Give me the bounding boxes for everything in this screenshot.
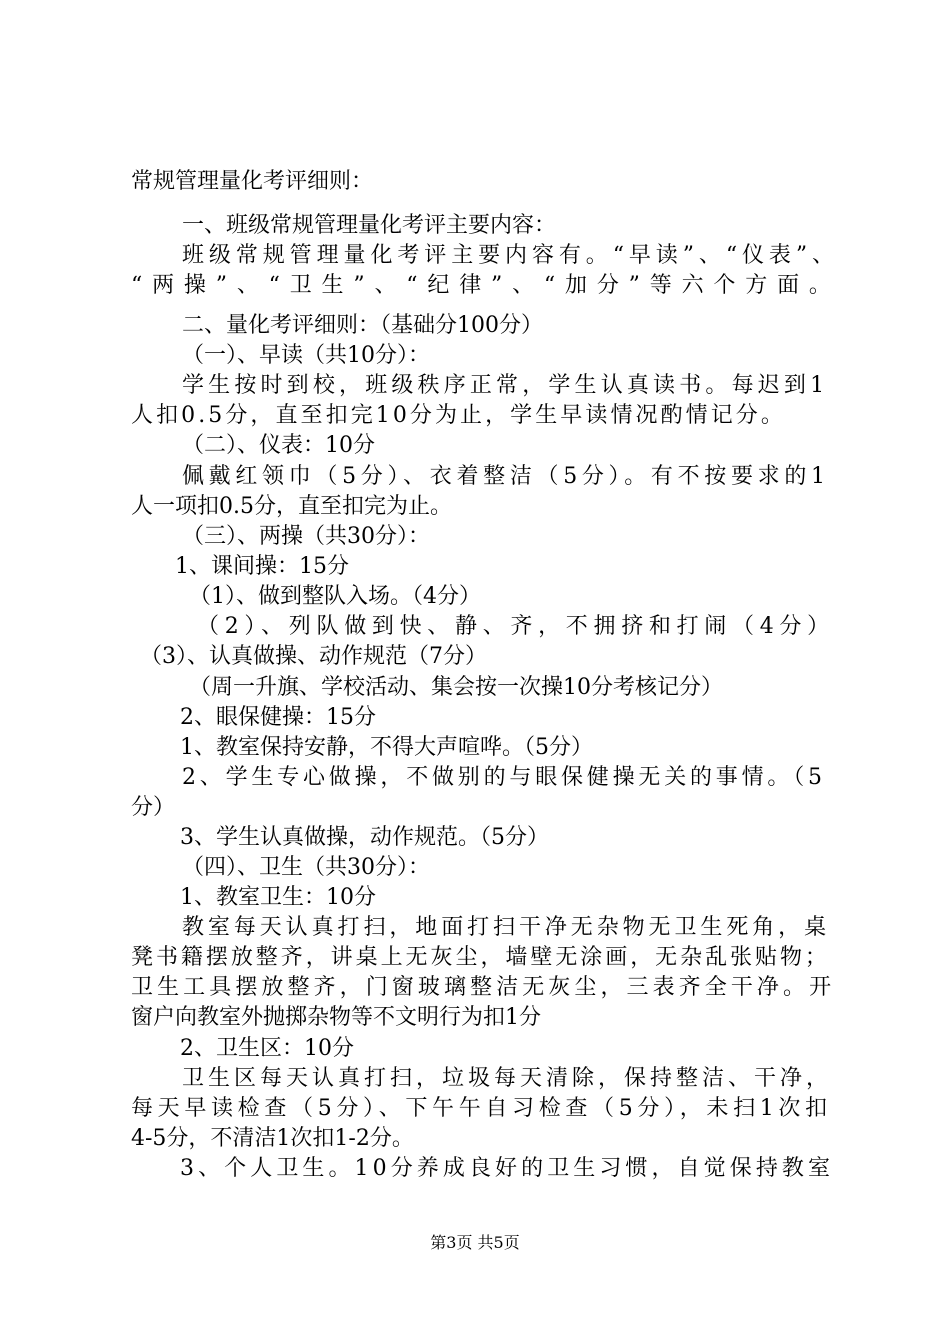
text-line: 佩戴红领巾（5分）、衣着整洁（5分）。有不按要求的1 bbox=[182, 464, 830, 489]
text-line: 一、班级常规管理量化考评主要内容： bbox=[182, 213, 557, 238]
text-line: 常规管理量化考评细则： bbox=[131, 169, 374, 194]
text-line: “两操”、“卫生”、“纪律”、“加分”等六个方面。 bbox=[131, 273, 841, 298]
text-line: （一）、早读（共10分）： bbox=[182, 343, 430, 368]
text-line: 每天早读检查（5分）、下午午自习检查（5分），未扫1次扣 bbox=[131, 1096, 832, 1121]
text-line: 2、卫生区：10分 bbox=[180, 1036, 354, 1061]
text-line: 学生按时到校，班级秩序正常，学生认真读书。每迟到1 bbox=[182, 373, 829, 398]
text-line: 1、教室卫生：10分 bbox=[180, 885, 376, 910]
text-line: 3、学生认真做操，动作规范。（5分） bbox=[180, 825, 549, 850]
text-line: （四）、卫生（共30分）： bbox=[182, 855, 430, 880]
text-line: 分） bbox=[131, 795, 176, 820]
text-line: 人一项扣0.5分，直至扣完为止。 bbox=[131, 494, 452, 519]
text-line: 凳书籍摆放整齐，讲桌上无灰尘，墙壁无涂画，无杂乱张贴物； bbox=[131, 945, 830, 970]
page-footer: 第3页 共5页 bbox=[430, 1233, 520, 1252]
text-line: 卫生工具摆放整齐，门窗玻璃整洁无灰尘，三表齐全干净。开 bbox=[131, 975, 836, 1000]
text-line: 4-5分，不清洁1次扣1-2分。 bbox=[131, 1126, 414, 1151]
text-line: 2、眼保健操：15分 bbox=[180, 705, 376, 730]
text-line: 二、量化考评细则：（基础分100分） bbox=[182, 313, 543, 338]
text-line: 3、个人卫生。10分养成良好的卫生习惯，自觉保持教室 bbox=[180, 1156, 835, 1181]
text-line: （1）、做到整队入场。（4分） bbox=[189, 584, 481, 609]
text-line: 班级常规管理量化考评主要内容有。“早读”、“仪表”、 bbox=[182, 243, 839, 268]
text-line: （3）、认真做操、动作规范（7分） bbox=[140, 644, 487, 669]
text-line: 1、课间操：15分 bbox=[175, 554, 349, 579]
text-line: （二）、仪表：10分 bbox=[182, 433, 375, 458]
text-line: （2）、列队做到快、静、齐，不拥挤和打闹（4分） bbox=[197, 614, 835, 639]
text-line: 窗户向教室外抛掷杂物等不文明行为扣1分 bbox=[131, 1005, 541, 1030]
text-line: 教室每天认真打扫，地面打扫干净无杂物无卫生死角，桌 bbox=[182, 915, 831, 940]
text-line: 人扣0.5分，直至扣完10分为止，学生早读情况酌情记分。 bbox=[131, 403, 786, 428]
text-line: 卫生区每天认真打扫，垃圾每天清除，保持整洁、干净， bbox=[182, 1066, 833, 1091]
text-line: 1、教室保持安静，不得大声喧哗。（5分） bbox=[180, 735, 593, 760]
text-line: （三）、两操（共30分）： bbox=[182, 524, 430, 549]
text-line: （周一升旗、学校活动、集会按一次操10分考核记分） bbox=[189, 675, 723, 700]
text-line: 2、学生专心做操，不做别的与眼保健操无关的事情。（5 bbox=[182, 765, 826, 790]
